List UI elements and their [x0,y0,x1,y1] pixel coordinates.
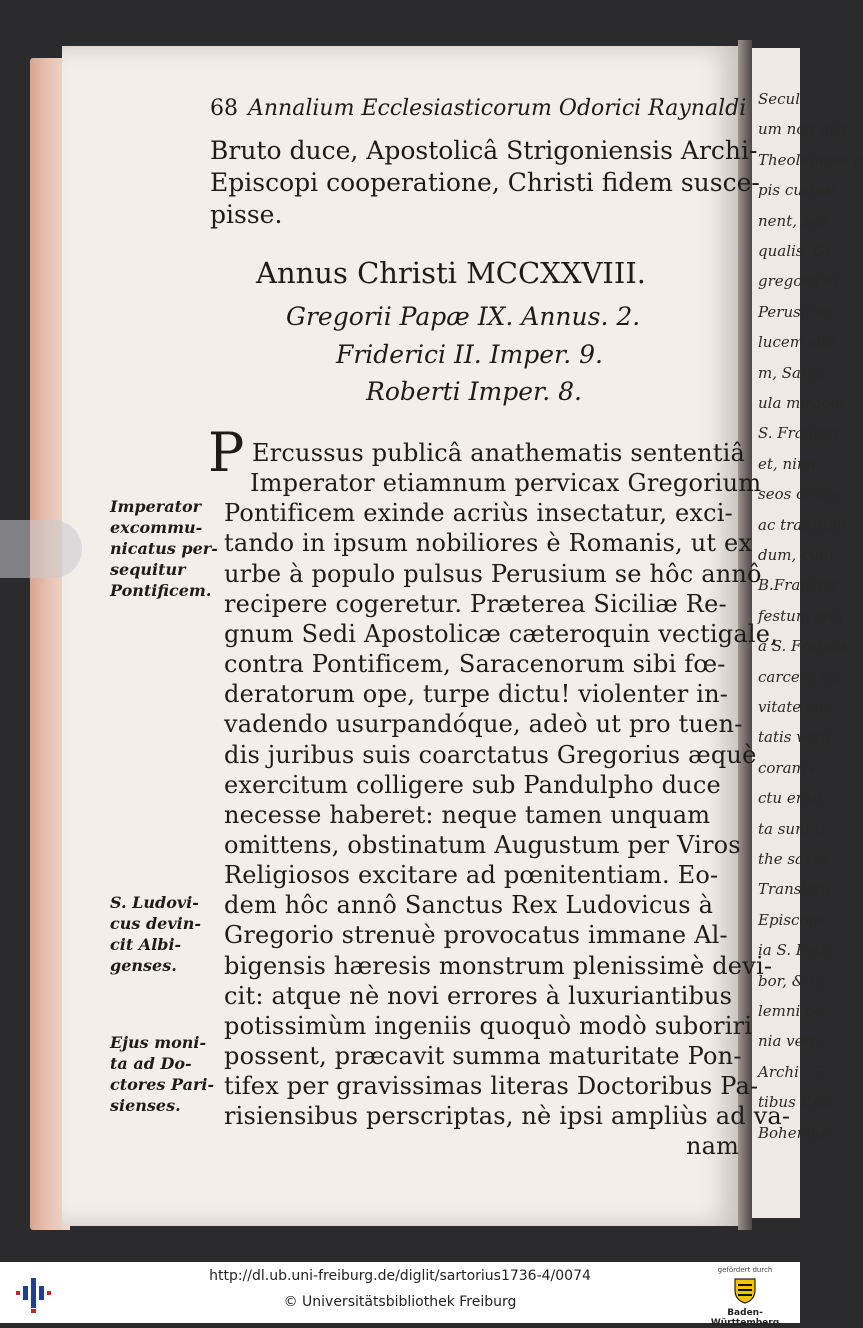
year-heading: Annus Christi MCCXXVIII. [256,256,646,290]
facing-page-fragment: ctu eran [758,789,822,808]
margin-note-line: nicatus per- [110,539,218,558]
paragraph-line: dis juribus suis coarctatus Gregorius æquè [224,740,757,769]
facing-page-fragment: dum, cum [758,546,834,564]
viewer-footer [0,1262,800,1328]
facing-page-fragment: festum ann [758,606,844,625]
paragraph-line: contra Pontificem, Saracenorum sibi fœ- [224,650,726,679]
facing-page-fragment: bor, & in [758,971,825,990]
margin-note-line: sienses. [110,1096,181,1115]
document-url[interactable]: http://dl.ub.uni-freiburg.de/diglit/sartorius1736-4/0074 [209,1268,591,1284]
facing-page-fragment: m, Sanct [758,363,826,382]
paragraph-line: possent, præcavit summa maturitate Pon- [224,1042,742,1070]
running-head [210,96,746,121]
paragraph-line: nam [686,1132,740,1161]
paragraph-line: risiensibus perscriptas, nè ipsi ampliùs ad va- [224,1102,791,1131]
paragraph-line: potissimùm ingeniis quoquò modò suboriri [224,1011,753,1040]
paragraph-line: Imperator etiamnum pervicax Gregorium [250,469,762,498]
copyright-notice: © Universitätsbibliothek Freiburg [283,1294,517,1310]
facing-page-fragment: um non nisi [758,120,847,139]
pope-year: Gregorii Papæ IX. Annus. 2. [286,302,641,331]
paragraph-line: urbe à populo pulsus Perusium se hôc annô [224,559,762,588]
page-number: 68 [210,96,238,121]
facing-page-fragment: ula miracul [758,394,845,412]
drop-cap: P [208,421,245,484]
paragraph-line: tifex per gravissimas literas Doctoribus Pa- [224,1072,759,1101]
paragraph-line: cit: atque nè novi errores à luxuriantibus [224,981,733,1010]
sponsor-label: gefördert durch [717,1266,773,1274]
running-title: Annalium Ecclesiasticorum Odorici Raynaldi [248,96,747,121]
paragraph-line: recipere cogeretur. Præterea Siciliæ Re- [224,589,727,618]
paragraph-line: omittens, obstinatum Augustum per Viros [224,830,741,859]
facing-page-fragment: tatis vero [758,728,830,747]
facing-page-fragment: Translatu [758,880,831,899]
facing-page-fragment: tibus Epis [758,1093,834,1112]
margin-note-line: cit Albi- [110,935,182,954]
paragraph-line: Religiosos excitare ad pœnitentiam. Eo- [224,861,719,890]
margin-note-line: ta ad Do- [110,1054,192,1073]
emperor-year-robert: Roberti Imper. 8. [366,377,582,406]
paragraph-line: tando in ipsum nobiliores è Romanis, ut ex [224,529,753,558]
facing-page-fragment: pis curiosi [758,181,837,200]
sponsor-block [700,1266,790,1328]
facing-page-fragment: Episcopi [758,910,823,929]
margin-note-line: genses. [110,956,177,975]
margin-note-line: excommu- [110,518,203,537]
paragraph-line: deratorum ope, turpe dictu! violenter in- [224,680,729,709]
facing-page-fragment: ia S. Petri [758,941,833,960]
facing-page-fragment: S. Francisc [758,424,843,443]
facing-page-fragment: qualis, Gr [758,242,833,260]
opening-line: Episcopi cooperatione, Christi fidem susce- [210,168,760,197]
sponsor-name: Baden-Württemberg [710,1308,780,1328]
opening-line: Bruto duce, Apostolicâ Strigoniensis Archi- [210,136,758,165]
margin-note-line: sequitur [110,560,186,579]
facing-page-fragment: Secul [758,90,801,108]
paragraph-line: Pontificem exinde acriùs insectatur, exci- [224,499,733,528]
facing-page-fragment: carcere eg [758,667,840,686]
emperor-year: Friderici II. Imper. 9. [336,340,603,369]
paragraph-line: necesse haberet: neque tamen unquam [224,800,711,829]
facing-page-fragment: vitate sup [758,698,833,716]
opening-line: pisse. [210,200,283,229]
paragraph-line: Ercussus publicâ anathematis sententiâ [252,439,746,467]
margin-note-line: ctores Pari- [110,1075,215,1094]
facing-page-fragment: Perusii ex [758,302,833,321]
facing-page-fragment: ta sunt li [758,819,826,838]
facing-page-fragment: lucem sibi [758,333,836,352]
facing-page-fragment: ac traditum [758,515,847,534]
facing-page-fragment: the sacra [758,850,829,868]
paragraph-line: dem hôc annô Sanctus Rex Ludovicus à [224,891,714,920]
facing-page-fragment: gregorii ex [758,272,842,291]
margin-note-line: Pontificem. [110,581,212,600]
paragraph-line: bigensis hæresis monstrum plenissimè devi- [224,951,773,980]
facing-page-fragment: nent, sed [758,211,828,230]
facing-page-fragment: seos crime [758,485,840,504]
facing-page-fragment: Theologicas a [758,150,863,169]
facing-page-fragment: B.Francisc [758,576,840,595]
paragraph-line: gnum Sedi Apostolicæ cæteroquin vectigale, [224,619,778,648]
coat-of-arms-icon [732,1276,758,1304]
margin-note-line: S. Ludovi- [110,893,199,912]
paragraph-line: vadendo usurpandóque, adeò ut pro tuen- [224,710,743,739]
margin-note-line: Imperator [110,497,202,516]
facing-page-fragment: lemni po [758,1002,824,1020]
page-turn-tab[interactable] [0,520,82,578]
facing-page-fragment: et, nimi [758,454,816,473]
facing-page-fragment: a S. Francis [758,637,849,656]
facing-page-fragment: Bohemiæ [758,1123,830,1142]
paragraph-line: Gregorio strenuè provocatus immane Al- [224,921,728,950]
facing-page-fragment: coram e [758,758,820,777]
paragraph-line: exercitum colligere sub Pandulpho duce [224,770,721,799]
margin-note-line: cus devin- [110,914,201,933]
margin-note-line: Ejus moni- [110,1033,207,1052]
facing-page-fragment: Archi - E [758,1062,825,1081]
facing-page-fragment: nia vero [758,1032,820,1051]
